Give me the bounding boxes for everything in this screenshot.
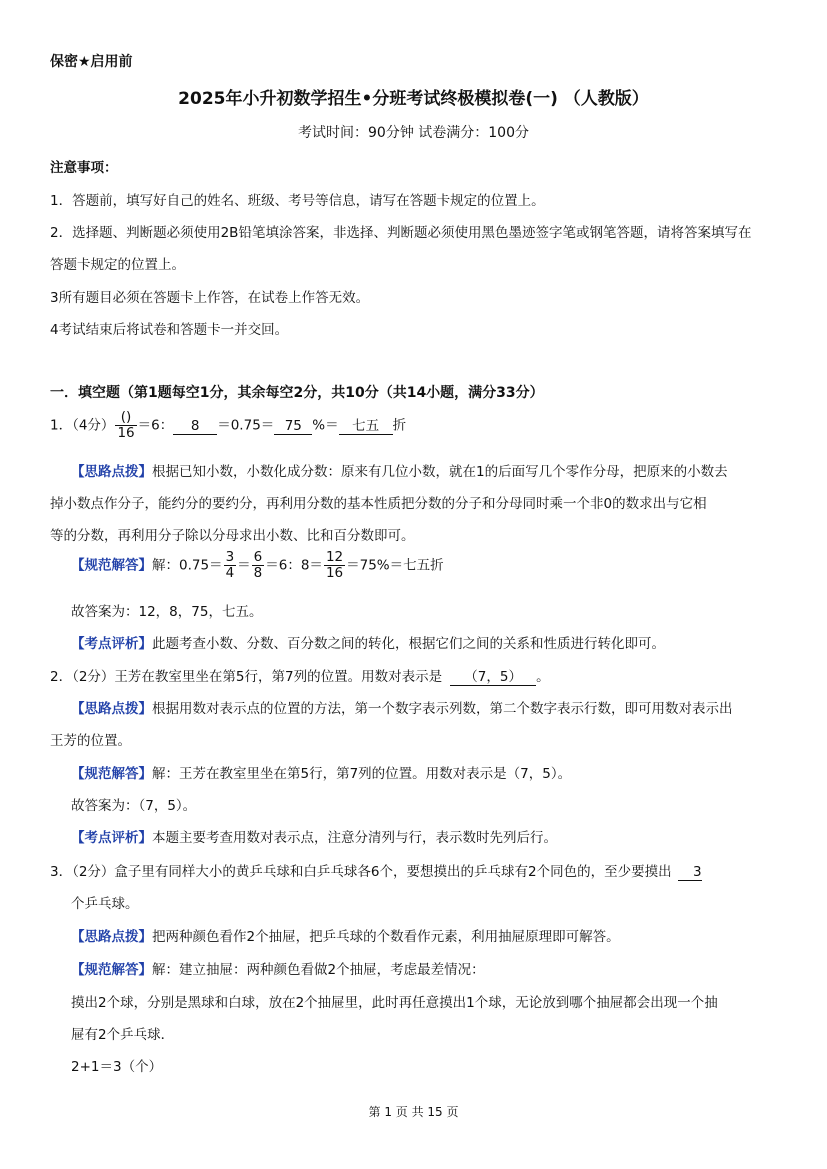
- think-line: [71, 697, 733, 717]
- think-tag: 【思路点拨】: [71, 464, 152, 480]
- question-3: [50, 860, 702, 881]
- question-2: [50, 665, 550, 686]
- note-item: 2．选择题、判断题必须使用2B铅笔填涂答案，非选择、判断题必须使用黑色墨迹签字笔或钢笔答题，请将答案填写在: [50, 225, 752, 241]
- review-tag: 【考点评析】: [71, 830, 152, 846]
- question-1-prefix: 1．（4分）: [50, 417, 115, 434]
- solve-text: ＝6：8＝: [265, 557, 323, 574]
- note-item: 4考试结束后将试卷和答题卡一并交回。: [50, 322, 289, 338]
- question-1-fraction: [115, 410, 136, 441]
- solve-fraction: [252, 550, 265, 581]
- solve-text: 解：王芳在教室里坐在第5行，第7列的位置。用数对表示是（7，5）。: [152, 766, 572, 782]
- confidential-label: 保密★启用前: [50, 54, 133, 70]
- question-2-suffix: 。: [536, 669, 550, 685]
- think-line: 王芳的位置。: [50, 733, 131, 749]
- fraction-numerator: 12: [325, 549, 344, 565]
- solve-line: [71, 550, 444, 581]
- note-item: 答题卡规定的位置上。: [50, 257, 185, 273]
- note-item: 3所有题目必须在答题卡上作答，在试卷上作答无效。: [50, 290, 370, 306]
- solve-tag: 【规范解答】: [71, 557, 152, 574]
- equation-text: ＝0.75＝: [217, 417, 275, 434]
- review-line: [71, 632, 665, 652]
- page-title: 2025年小升初数学招生•分班考试终极模拟卷(一) （人教版）: [178, 89, 649, 109]
- think-text: 根据用数对表示点的位置的方法，第一个数字表示列数，第二个数字表示行数，即可用数对表示出: [152, 701, 733, 717]
- think-tag: 【思路点拨】: [71, 929, 152, 945]
- think-tag: 【思路点拨】: [71, 701, 152, 717]
- section-title: 一．填空题（第1题每空1分，其余每空2分，共10分（共14小题，满分33分）: [50, 385, 544, 401]
- answer-blank: 3: [678, 864, 702, 881]
- question-2-text: 2．（2分）王芳在教室里坐在第5行，第7列的位置。用数对表示是: [50, 669, 443, 685]
- think-line: [71, 460, 728, 480]
- think-line: 掉小数点作分子，能约分的要约分，再利用分数的基本性质把分数的分子和分母同时乘一个非0的数求出与它相: [50, 496, 707, 512]
- equation-text: 折: [392, 417, 407, 434]
- solve-line: [71, 958, 485, 978]
- question-3-line2: 个乒乓球。: [71, 896, 139, 912]
- answer-line: 故答案为：（7，5）。: [71, 798, 197, 814]
- fraction-denominator: 16: [325, 565, 344, 581]
- note-item: 1．答题前，填写好自己的姓名、班级、考号等信息，请写在答题卡规定的位置上。: [50, 193, 545, 209]
- notes-heading: 注意事项：: [50, 160, 118, 176]
- fraction-numerator: (): [115, 410, 136, 426]
- review-tag: 【考点评析】: [71, 636, 152, 652]
- answer-blank-2: 75: [274, 418, 312, 435]
- equation-text: ＝6：: [137, 417, 174, 434]
- answer-blank: （7，5）: [450, 669, 536, 686]
- solve-line: 屉有2个乒乓球．: [71, 1027, 175, 1043]
- review-text: 本题主要考查用数对表示点，注意分清列与行，表示数时先列后行。: [152, 830, 557, 846]
- think-text: 把两种颜色看作2个抽屉，把乒乓球的个数看作元素，利用抽屉原理即可解答。: [152, 929, 620, 945]
- solve-text: ＝75%＝七五折: [346, 557, 444, 574]
- fraction-denominator: 16: [117, 425, 135, 441]
- fraction-numerator: 3: [225, 549, 235, 565]
- review-line: [71, 826, 557, 846]
- review-text: 此题考查小数、分数、百分数之间的转化，根据它们之间的关系和性质进行转化即可。: [152, 636, 665, 652]
- solve-fraction: [324, 550, 345, 581]
- solve-text: ＝: [237, 557, 251, 574]
- answer-blank-3: 七五: [339, 418, 393, 435]
- answer-line: 故答案为：12，8，75，七五。: [71, 604, 263, 620]
- think-text: 根据已知小数，小数化成分数：原来有几位小数，就在1的后面写几个零作分母，把原来的小数去: [152, 464, 728, 480]
- solve-text: 解：建立抽屉：两种颜色看做2个抽屉，考虑最差情况：: [152, 962, 485, 978]
- solve-line: [71, 762, 571, 782]
- page-footer: 第 1 页 共 15 页: [368, 1105, 459, 1119]
- solve-line: 摸出2个球，分别是黑球和白球，放在2个抽屉里，此时再任意摸出1个球，无论放到哪个抽屉都会出现一个抽: [71, 995, 718, 1011]
- fraction-denominator: 8: [253, 565, 263, 581]
- think-line: 等的分数，再利用分子除以分母求出小数、比和百分数即可。: [50, 528, 415, 544]
- think-line: [71, 925, 620, 945]
- exam-info: 考试时间：90分钟 试卷满分：100分: [298, 125, 529, 141]
- solve-tag: 【规范解答】: [71, 962, 152, 978]
- solve-line: 2+1＝3（个）: [71, 1059, 163, 1075]
- equation-text: %＝: [312, 417, 339, 434]
- fraction-numerator: 6: [253, 549, 263, 565]
- question-3-text: 3．（2分）盒子里有同样大小的黄乒乓球和白乒乓球各6个，要想摸出的乒乓球有2个同色的，至少要摸出: [50, 864, 672, 880]
- answer-blank-1: 8: [173, 418, 217, 435]
- solve-tag: 【规范解答】: [71, 766, 152, 782]
- solve-text: 解：0.75＝: [152, 557, 223, 574]
- question-1: [50, 410, 406, 441]
- fraction-denominator: 4: [225, 565, 235, 581]
- solve-fraction: [224, 550, 237, 581]
